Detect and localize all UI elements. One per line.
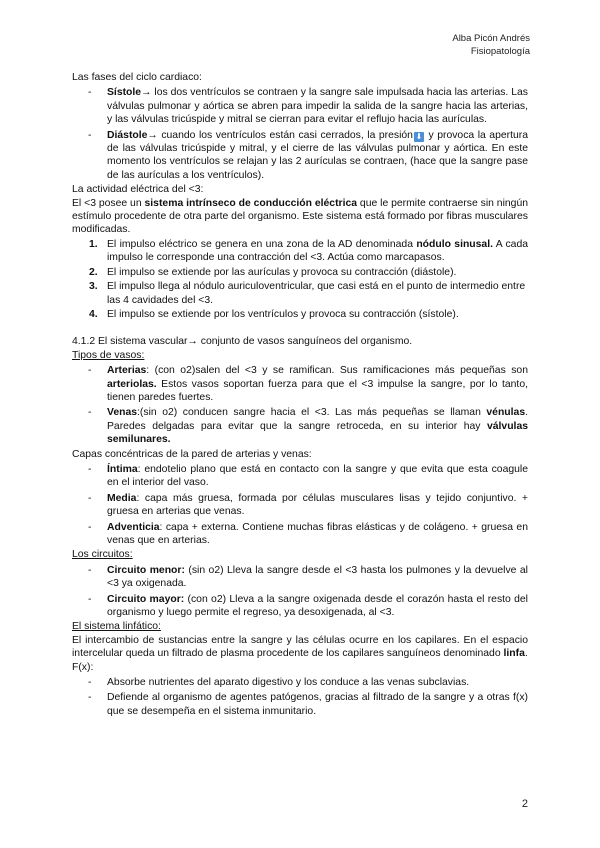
vessel-types-heading: Tipos de vasos:: [72, 349, 145, 361]
list-item-lymph: - Defiende al organismo de agentes patógenos, gracias al filtrado de la sangre y a otras f(x) que se desempeña en el sistema inmunitario.: [88, 692, 528, 717]
layers-heading: Capas concéntricas de la pared de arterias y venas:: [72, 448, 312, 460]
list-item-arterias: - Arterias: (con o2)salen del <3 y se ramifican. Sus ramificaciones más pequeñas son arteriolas. Estos vasos soportan fuerza para que el <3 impulse la sangre, por lo tanto, tienen paredes fuertes.: [88, 365, 528, 403]
list-item-diastole: - Diástole→ cuando los ventrículos están casi cerrados, la presión ⬇ y provoca la apertura de las válvulas tricúspide y mitral, y el cierre de las válvulas pulmonar y aórtica. En este momento los ventrículos se relajan y las 2 aurículas se contraen, (hace que la sangre pase de las aurículas a los ventrículos).: [88, 129, 528, 181]
fx-label: F(x):: [72, 661, 94, 673]
list-item-intima: - Íntima: endotelio plano que está en contacto con la sangre y que evita que esta coagule en el interior del vaso.: [88, 463, 528, 489]
cycle-intro: Las fases del ciclo cardiaco:: [72, 72, 202, 83]
list-item-circuito-menor: - Circuito menor: (sin o2) Lleva la sangre desde el <3 hasta los pulmones y la devuelve al <3 ya oxigenada.: [88, 564, 528, 590]
page-header: [452, 32, 530, 58]
lymph-heading: El sistema linfático:: [72, 621, 161, 633]
term-sistole: Sístole→: [107, 87, 152, 99]
text-sistole: los dos ventrículos se contraen y la sangre sale impulsada hacia las arterias. Las válvulas pulmonar y aórtica se abren para impedir la salida de la sangre hacia las arterias, y las válvulas tricúspide y mitral se cierran para evitar el reflujo hacia las aurículas.: [107, 87, 528, 126]
text-diastole-a: cuando los ventrículos están casi cerrados, la presión: [157, 129, 413, 141]
list-item-circuito-mayor: - Circuito mayor: (con o2) Lleva a la sangre oxigenada desde el corazón hasta el resto del organismo y luego permite el regreso, ya desoxigenada, al <3.: [88, 593, 528, 619]
text-diastole-b: y provoca la apertura de las válvulas tricúspide y mitral, y el cierre de las válvulas pulmonar y aórtica. En este momento los ventrículos se relajan y las 2 aurículas se contraen, (hace que la sangre pase de las aurículas a los ventrículos).: [107, 129, 528, 181]
list-item-lymph: - Absorbe nutrientes del aparato digestivo y los conduce a las venas subclavias.: [88, 677, 470, 689]
vascular-title: 4.1.2 El sistema vascular→ conjunto de vasos sanguíneos del organismo.: [72, 336, 413, 348]
step-item: 1. El impulso eléctrico se genera en una zona de la AD denominada nódulo sinusal. A cada impulso le corresponde una contracción del <3. Actúa como marcapasos.: [89, 238, 529, 264]
step-item: 4. El impulso se extiende por los ventrículos y provoca su contracción (sístole).: [89, 308, 459, 320]
step-item: 2. El impulso se extiende por las aurículas y provoca su contracción (diástole).: [89, 266, 457, 278]
list-item-media: - Media: capa más gruesa, formada por células musculares lisas y tejido conjuntivo. + gruesa en arterias que venas.: [88, 492, 528, 518]
header-author: Alba Picón Andrés: [452, 33, 530, 44]
page-number: 2: [521, 798, 528, 810]
arrow-down-icon: ⬇: [415, 131, 423, 141]
term-diastole: Diástole→: [107, 129, 158, 141]
step-item: 3. El impulso llega al nódulo auriculoventricular, que casi está en el punto de intermedio entre las 4 cavidades del <3.: [89, 281, 526, 306]
circuits-heading: Los circuitos:: [72, 549, 133, 561]
header-subject: Fisiopatología: [470, 46, 530, 57]
electric-paragraph: El <3 posee un sistema intrínseco de conducción eléctrica que le permite contraerse sin ningún estímulo procedente de otra parte del organismo. Este sistema está formado por fibras musculares modificadas.: [72, 197, 528, 236]
list-item-sistole: - Sístole→ los dos ventrículos se contraen y la sangre sale impulsada hacia las arterias. Las válvulas pulmonar y aórtica se abren para impedir la salida de la sangre hacia las arterias, y las válvulas tricúspide y mitral se cierran para evitar el reflujo hacia las aurículas.: [88, 87, 528, 126]
list-item-venas: - Venas:(sin o2) conducen sangre hacia el <3. Las más pequeñas se llaman vénulas. Paredes delgadas para evitar que la sangre retroceda, en su interior hay válvulas semilunares.: [88, 407, 528, 446]
lymph-paragraph: El intercambio de sustancias entre la sangre y las células ocurre en los capilares. En el espacio intercelular queda un filtrado de plasma procedente de los capilares sanguíneos denominado linfa.: [72, 634, 528, 660]
list-item-adventicia: - Adventicia: capa + externa. Contiene muchas fibras elásticas y de colágeno. + gruesa en venas que en arterias.: [88, 521, 528, 546]
electric-heading: La actividad eléctrica del <3:: [72, 184, 204, 196]
page-content: [72, 71, 528, 719]
